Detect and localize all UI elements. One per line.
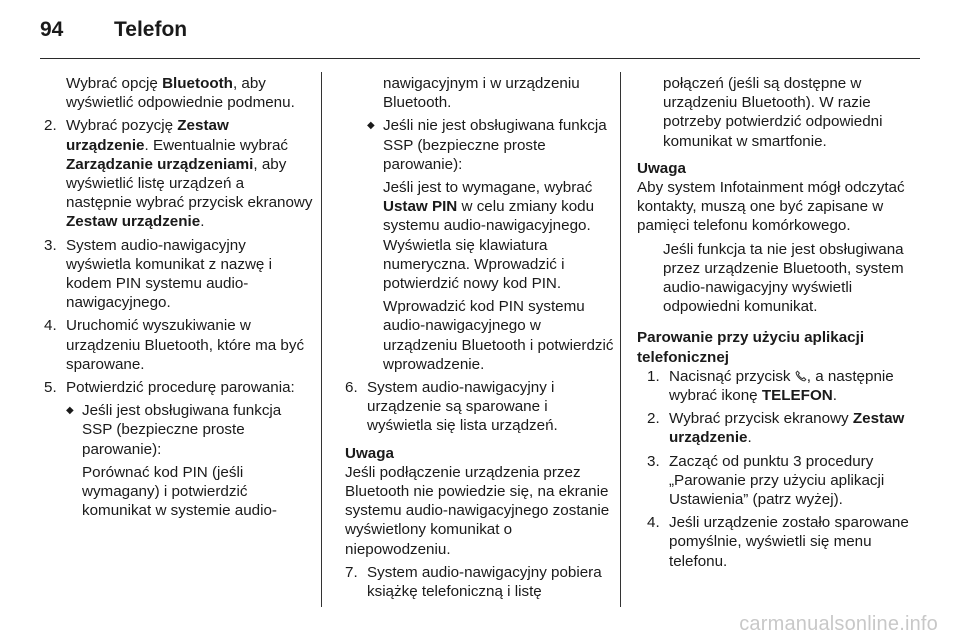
note-indented-text: Jeśli funkcja ta nie jest obsługiwana przez urządzenie Bluetooth, system audio-nawigacyjny wyświetli odpowiedni komunikat. xyxy=(663,240,904,316)
step-5: 5. Potwierdzić procedurę parowania: xyxy=(44,379,295,397)
diamond-bullet-icon: ◆ xyxy=(66,405,74,417)
continuation-text: połączeń (jeśli są dostępne w urządzeniu Bluetooth). W razie potrzeby potwierdzić odpowiedni komunikat w smartfonie. xyxy=(663,75,883,150)
step-2: 2. Wybrać pozycję Zestaw urządzenie. Ewentualnie wybrać Zarządzanie urządzeniami, aby wyświetlić listę urządzeń a następnie wybrać przycisk ekranowy Zestaw urządzenie. xyxy=(44,117,313,231)
column-1 xyxy=(44,74,314,520)
bullet-ssp-not-supported: ◆ Jeśli nie jest obsługiwana funkcja SSP (bezpieczne proste parowanie): xyxy=(367,117,607,173)
section-title: Telefon xyxy=(114,18,188,41)
page-header xyxy=(40,18,187,48)
column-divider-2 xyxy=(620,72,621,607)
section-heading: Parowanie przy użyciu aplikacji telefonicznej xyxy=(637,329,865,366)
phone-handset-icon xyxy=(795,370,807,382)
column-3 xyxy=(637,74,917,571)
step-7: 7. System audio-nawigacyjny pobiera książkę telefoniczną i listę xyxy=(345,563,602,601)
note-title: Uwaga xyxy=(345,444,394,462)
note-text: Jeśli podłączenie urządzenia przez Bluetooth nie powiedzie się, na ekranie systemu audio-nawigacyjnego zostanie wyświetlony komunikat o niepowodzeniu. xyxy=(345,463,610,558)
step-6: 6. System audio-nawigacyjny i urządzenie są sparowane i wyświetla się lista urządzeń. xyxy=(345,379,558,435)
enter-pin-paragraph: Wprowadzić kod PIN systemu audio-nawigacyjnego w urządzeniu Bluetooth i potwierdzić wprowadzenie. xyxy=(383,298,614,373)
step-4: 4. Uruchomić wyszukiwanie w urządzeniu Bluetooth, które ma być sparowane. xyxy=(44,317,305,373)
bullet-ssp-supported-text: Porównać kod PIN (jeśli wymagany) i potwierdzić komunikat w systemie audio- xyxy=(82,463,277,520)
step-1-continuation: Wybrać opcję Bluetooth, aby wyświetlić odpowiednie podmenu. xyxy=(66,75,295,112)
set-pin-paragraph: Jeśli jest to wymagane, wybrać Ustaw PIN w celu zmiany kodu systemu audio-nawigacyjnego. Wyświetla się klawiatura numeryczna. Wprowadzić i potwierdzić nowy kod PIN. xyxy=(383,179,595,293)
bullet-ssp-supported: ◆ Jeśli jest obsługiwana funkcja SSP (bezpieczne proste parowanie): xyxy=(66,402,282,458)
column-divider-1 xyxy=(321,72,322,607)
note-title: Uwaga xyxy=(637,159,686,177)
note-text: Aby system Infotainment mógł odczytać kontakty, muszą one być zapisane w pamięci telefonu komórkowego. xyxy=(637,179,905,235)
pair-step-1: 1. Nacisnąć przycisk , a następnie wybrać ikonę TELEFON. xyxy=(647,367,894,405)
pair-step-4: 4. Jeśli urządzenie zostało sparowane pomyślnie, wyświetli się menu telefonu. xyxy=(647,514,909,570)
page-number: 94 xyxy=(40,18,64,41)
watermark: carmanualsonline.info xyxy=(739,613,938,635)
pair-step-3: 3. Zacząć od punktu 3 procedury „Parowanie przy użyciu aplikacji Ustawienia” (patrz wyżej). xyxy=(647,452,885,509)
step-3: 3. System audio-nawigacyjny wyświetla komunikat z nazwę i kodem PIN systemu audio-nawigacyjnego. xyxy=(44,236,272,312)
column-2 xyxy=(345,74,615,601)
diamond-bullet-icon: ◆ xyxy=(367,120,375,132)
continuation-text: nawigacyjnym i w urządzeniu Bluetooth. xyxy=(383,75,580,112)
pair-step-2: 2. Wybrać przycisk ekranowy Zestaw urządzenie. xyxy=(647,410,905,447)
header-rule xyxy=(40,58,920,59)
